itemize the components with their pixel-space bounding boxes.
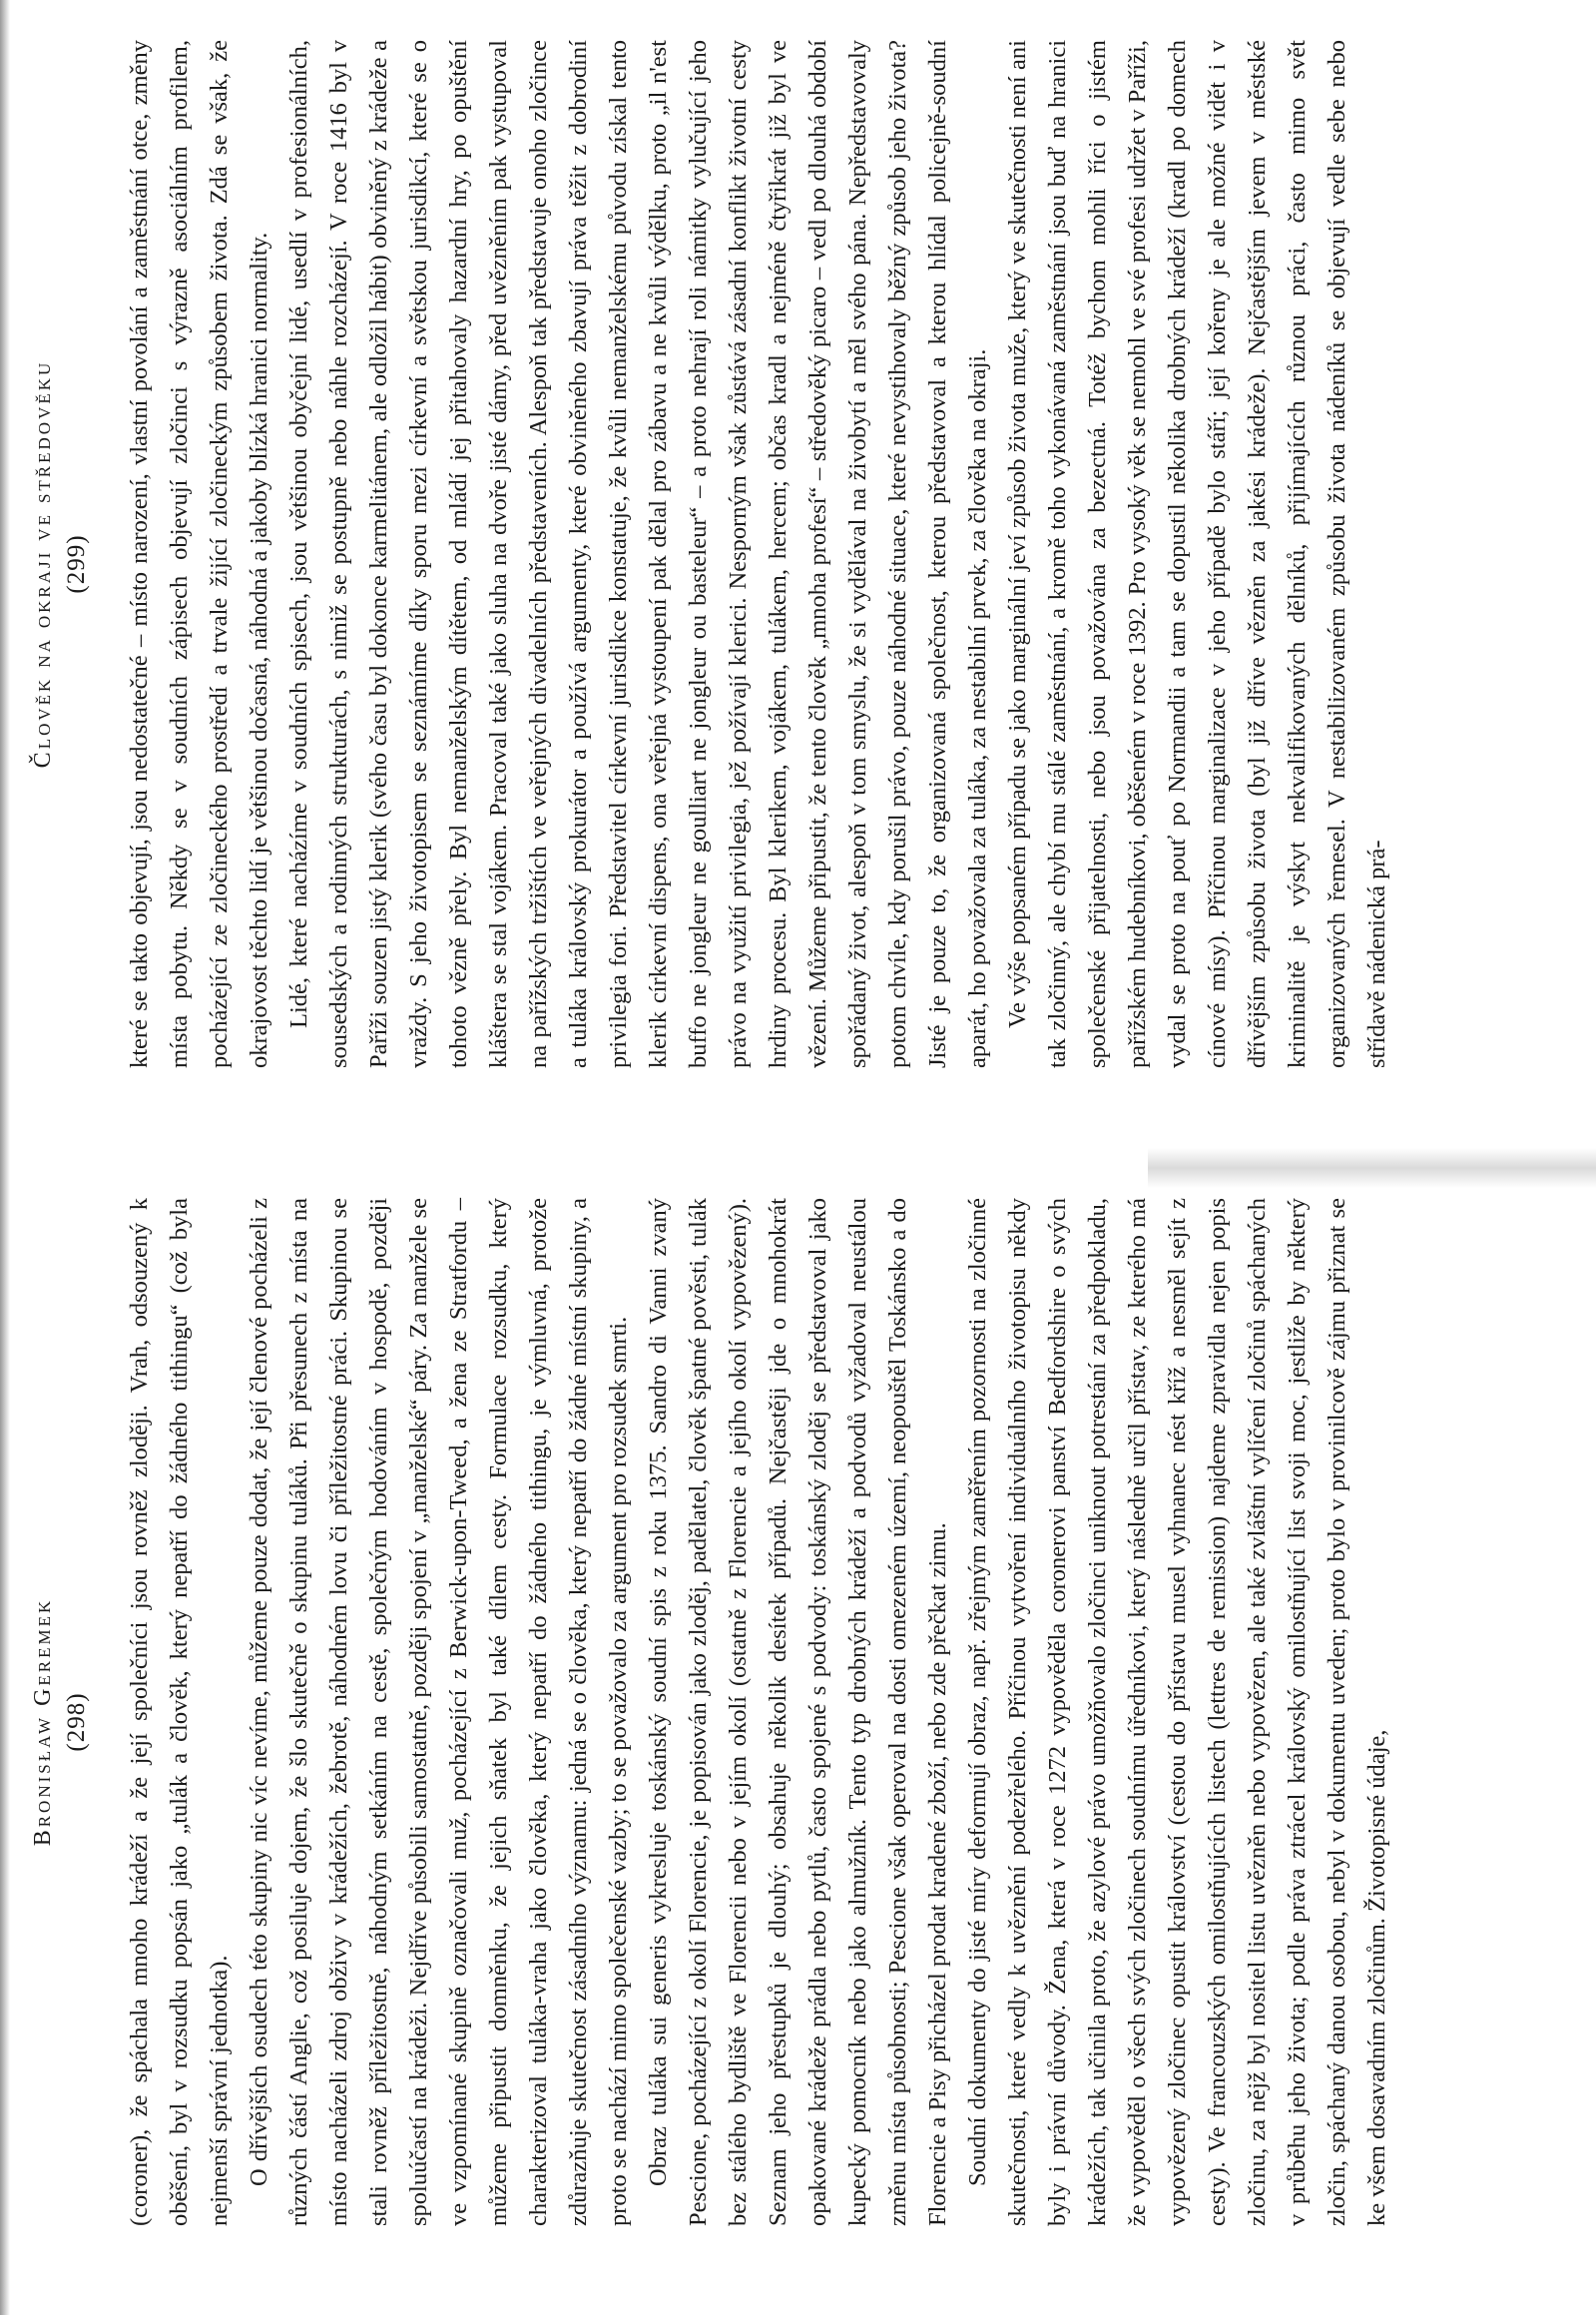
running-head-author: Bronisław Geremek xyxy=(30,1597,56,1847)
page-body xyxy=(120,1148,1397,2296)
paragraph: Soudní dokumenty do jisté míry deformují obraz, např. zřejmým zaměřením pozornosti na zločinné skutečnosti, které vedly k uvěznění podezřelého. Příčinou vytvoření individuálního životopisu někdy byly i právní důvody. Žena, která v roce 1272 vypověděla coronerovi panství Bedfordshire o svých krádežích, tak učinila proto, že azylové právo umožňovalo zločinci uniknout potrestání za předpokladu, že vypověděl o všech svých zločinech soudnímu úředníkovi, který následně určil přístav, ze kterého má vypovězený zločinec opustit království (cestou do přístavu musel vyhnanec nést kříž a nesměl sejít z cesty). Ve francouzských omilostňujících listech (lettres de remission) najdeme zpravidla nejen popis zločinu, za nějž byl nositel listu uvězněn nebo vypovězen, ale také zvláštní vylíčení zločinů spáchaných v průběhu jeho života; podle práva ztrácel královský omilostňující list svoji moc, jestliže by některý zločin, spáchaný danou osobou, nebyl v dokumentu uveden; proto bylo v provinilcově zájmu přiznat se ke všem dosavadním zločinům. Životopisné údaje, xyxy=(964,1198,1390,2226)
running-head-title: Člověk na okraji ve středověku xyxy=(30,359,56,769)
paragraph: Lidé, které nacházíme v soudních spisech, jsou většinou obyčejní lidé, usedlí v profesionálních, sousedských a rodinných strukturách, s nimiž se postupně nebo náhle rozcházejí. V roce 1416 byl v Paříži souzen jistý klerik (svého času byl dokonce karmelitánem, ale odložil hábit) obviněný z krádeže a vraždy. S jeho životopisem se seznámíme díky sporu mezi církevní a světskou jurisdikcí, které se o tohoto vězně přely. Byl nemanželským dítětem, od mládí jej přitahovaly hazardní hry, po opuštění kláštera se stal vojákem. Pracoval také jako sluha na dvoře jisté dámy, před uvězněním pak vystupoval na pařížských tržištích ve veřejných divadelních představeních. Alespoň tak představuje onoho zločince a tuláka královský prokurátor a používá argumenty, které obviněného zbavují práva těžit z dobrodiní privilegia fori. Představitel církevní jurisdikce konstatuje, že kvůli nemanželskému původu získal tento klerik církevní dispens, ona veřejná vystoupení pak dělal pro zábavu a ne kvůli výdělku, proto „il n'est buffo ne jongleur ne goulliart ne jongleur ou basteleur“ – a proto nehrají roli námitky vylučující jeho právo na využití privilegia, jež požívají klerici. Nesporným však zůstává zásadní konflikt životní cesty hrdiny procesu. Byl klerikem, vojákem, tulákem, hercem; občas kradl a nejméně čtyřikrát již byl ve vězení. Můžeme připustit, že tento člověk „mnoha profesí“ – středověký picaro – vedl po dlouhá období spořádaný život, alespoň v tom smyslu, že si vydělával na živobytí a měl svého pána. Nepředstavovaly potom chvíle, kdy porušil právo, pouze náhodné situace, které nevystihovaly běžný způsob jeho života? Jisté je pouze to, že organizovaná společnost, kterou představoval a kterou hlídal policejně-soudní aparát, ho považovala za tuláka, za nestabilní prvek, za člověka na okraji. xyxy=(285,40,991,1068)
left-page xyxy=(0,1148,1397,2296)
paragraph: (coroner), že spáchala mnoho krádeží a že její společníci jsou rovněž zloději. Vrah, odsouzený k oběšení, byl v rozsudku popsán jako „tulák a člověk, který nepatří do žádného tithingu“ (což byla nejmenší správní jednotka). xyxy=(126,1198,233,2226)
paragraph: které se takto objevují, jsou nedostatečné – místo narození, vlastní povolání a zaměstnání otce, změny místa pobytu. Někdy se v soudních zápisech objevují zločinci s výrazně asociálním profilem, pocházející ze zločineckého prostředí a trvale žijící zločineckým způsobem života. Zdá se však, že okrajovost těchto lidí je většinou dočasná, náhodná a jakoby blízká hranici normality. xyxy=(126,40,272,1068)
paragraph: O dřívějších osudech této skupiny nic víc nevíme, můžeme pouze dodat, že její členové pocházeli z různých částí Anglie, což posiluje dojem, že šlo skutečně o skupinu tuláků. Při přesunech z místa na místo nacházeli zdroj obživy v krádežích, žebrotě, náhodném lovu či příležitostné práci. Skupinou se stali rovněž příležitostně, náhodným setkáním na cestě, společným hodováním v hospodě, později spoluúčastí na krádeži. Nejdříve působili samostatně, později spojení v „manželské“ páry. Za manžele se ve vzpomínané skupině označovali muž, pocházející z Berwick-upon-Tweed, a žena ze Stratfordu – můžeme připustit domněnku, že jejich sňatek byl také dílem cesty. Formulace rozsudku, který charakterizoval tuláka-vraha jako člověka, který nepatří do žádného tithingu, je výmluvná, protože zdůrazňuje skutečnost zásadního významu: jedná se o člověka, který nepatří do žádné místní skupiny, a proto se nachází mimo společenské vazby; to se považovalo za argument pro rozsudek smrti. xyxy=(246,1198,632,2226)
page-number: (299) xyxy=(63,534,90,594)
page-header xyxy=(0,1148,120,2296)
page-header xyxy=(0,0,120,1138)
paragraph: Ve výše popsaném případu se jako marginální jeví způsob života muže, který ve skutečnosti není ani tak zločinný, ale chybí mu stálé zaměstnání, a kromě toho vykonávaná zaměstnání jsou buď na hranici společenské přijatelnosti, nebo jsou považována za bezectná. Totéž bychom mohli říci o jistém pařížském hudebníkovi, oběšeném v roce 1392. Pro vysoký věk se nemohl ve své profesi udržet v Paříži, vydal se proto na pouť po Normandii a tam se dopustil několika drobných krádeží (kradl po domech cínové mísy). Příčinou marginalizace v jeho případě bylo stáří; její kořeny je ale možné vidět i v dřívějším způsobu života (byl již dříve vězněn za jakési krádeže). Nejčastějším jevem v městské kriminalitě je výskyt nekvalifikovaných dělníků, přijímajících různou práci, často mimo svět organizovaných řemesel. V nestabilizovaném způsobu života nádeníků se objevují vedle sebe nebo střídavě nádenická prá- xyxy=(1004,40,1390,1068)
page-number: (298) xyxy=(63,1692,90,1752)
page-body xyxy=(120,0,1397,1138)
paragraph: Obraz tuláka sui generis vykresluje toskánský soudní spis z roku 1375. Sandro di Vanni zvaný Pescione, pocházející z okolí Florencie, je popisován jako zloděj, padělatel, člověk špatné pověsti, tulák bez stálého bydliště ve Florencii nebo v jejím okolí (ostatně z Florencie a jejího okolí vypovězený). Seznam jeho přestupků je dlouhý; obsahuje několik desítek případů. Nejčastěji jde o mnohokrát opakované krádeže prádla nebo pytlů, často spojené s podvody: toskánský zloděj se představoval jako kupecký pomocník nebo jako almužník. Tento typ drobných krádeží a podvodů vyžadoval neustálou změnu místa působnosti; Pescione však operoval na dosti omezeném území, neopouštěl Toskánsko a do Florencie a Pisy přicházel prodat kradené zboží, nebo zde přečkat zimu. xyxy=(645,1198,951,2226)
right-page xyxy=(0,0,1397,1138)
